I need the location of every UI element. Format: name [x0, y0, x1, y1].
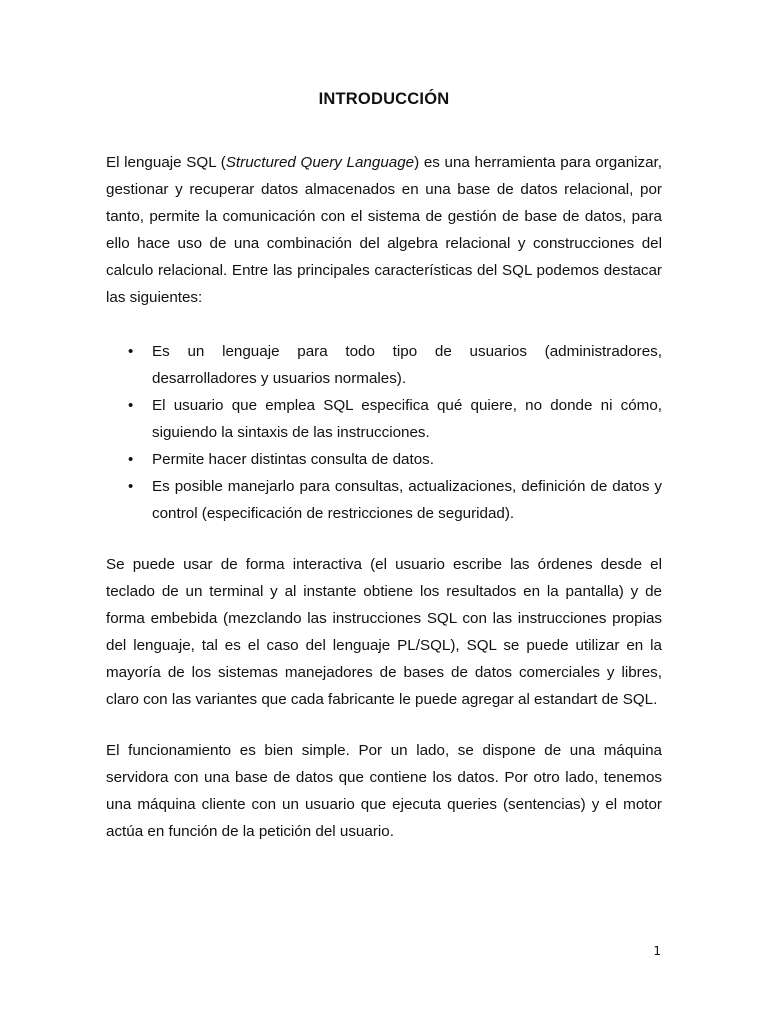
- bullet-icon: •: [128, 478, 134, 495]
- intro-text-after: ) es una herramienta para organizar, gestionar y recuperar datos almacenados en una base de datos relacional, por tanto, permite la comunicación con el sistema de gestión de base de datos, para ello hace uso de una combinación del algebra relacional y construcciones del calculo relacional. Entre las principales características del SQL podemos destacar las siguientes:: [106, 154, 662, 306]
- list-item-text: Permite hacer distintas consulta de datos.: [152, 451, 434, 468]
- list-item-text: Es posible manejarlo para consultas, actualizaciones, definición de datos y control (especificación de restricciones de seguridad).: [152, 478, 662, 522]
- usage-paragraph: Se puede usar de forma interactiva (el usuario escribe las órdenes desde el teclado de un terminal y al instante obtiene los resultados en la pantalla) y de forma embebida (mezclando las instrucciones SQL con las instrucciones propias del lenguaje, tal es el caso del lenguaje PL/SQL), SQL se puede utilizar en la mayoría de los sistemas manejadores de bases de datos comerciales y libres, claro con las variantes que cada fabricante le puede agregar al estandart de SQL.: [106, 556, 662, 708]
- intro-text-before: El lenguaje SQL (: [106, 154, 226, 171]
- list-item: [106, 392, 662, 446]
- intro-paragraph: [106, 149, 662, 311]
- page-number: 1: [653, 944, 661, 958]
- list-item-text: El usuario que emplea SQL especifica qué quiere, no donde ni cómo, siguiendo la sintaxis de las instrucciones.: [152, 397, 662, 441]
- page-title: INTRODUCCIÓN: [318, 90, 450, 108]
- features-list: [106, 338, 662, 527]
- list-item: [106, 338, 662, 392]
- bullet-icon: •: [128, 451, 134, 468]
- list-item-text: Es un lenguaje para todo tipo de usuarios (administradores, desarrolladores y usuarios normales).: [152, 343, 662, 387]
- operation-paragraph: El funcionamiento es bien simple. Por un lado, se dispone de una máquina servidora con una base de datos que contiene los datos. Por otro lado, tenemos una máquina cliente con un usuario que ejecuta queries (sentencias) y el motor actúa en función de la petición del usuario.: [106, 742, 662, 840]
- list-item: [106, 446, 662, 473]
- list-item: [106, 473, 662, 527]
- intro-text-italic: Structured Query Language: [225, 154, 415, 171]
- bullet-icon: •: [128, 343, 134, 360]
- bullet-icon: •: [128, 397, 134, 414]
